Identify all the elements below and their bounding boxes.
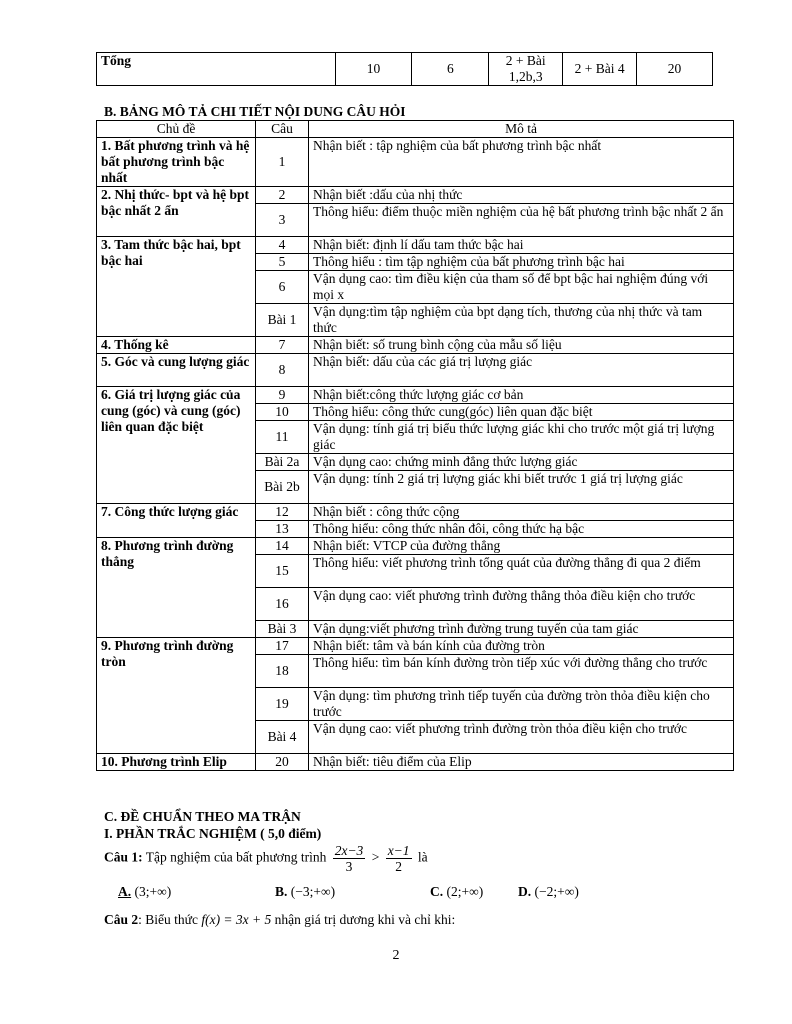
description-cell: Nhận biết: tâm và bán kính của đường tròn (309, 638, 734, 655)
page-number: 2 (392, 948, 400, 963)
cau-cell: 3 (256, 204, 309, 237)
description-cell: Nhận biết: số trung bình cộng của mẫu số liệu (309, 337, 734, 354)
description-cell: Nhận biết: VTCP của đường thẳng (309, 538, 734, 555)
description-cell: Thông hiểu: công thức cung(góc) liên quan đặc biệt (309, 404, 734, 421)
detail-row (97, 538, 734, 555)
summary-row (97, 53, 713, 86)
cau-cell: 1 (256, 138, 309, 187)
cau-cell: Bài 2b (256, 471, 309, 504)
section-b-title: B. BẢNG MÔ TẢ CHI TIẾT NỘI DUNG CÂU HỎI (104, 104, 406, 119)
cau-cell: 5 (256, 254, 309, 271)
summary-table (96, 52, 713, 86)
fraction-1 (333, 843, 366, 874)
answer-b-value: (−3;+∞) (290, 884, 336, 899)
question-2 (104, 912, 455, 928)
answer-b-letter: B. (275, 884, 288, 899)
cau-cell: 10 (256, 404, 309, 421)
answer-c[interactable] (430, 884, 483, 900)
description-cell: Thông hiểu : tìm tập nghiệm của bất phương trình bậc hai (309, 254, 734, 271)
header-desc: Mô tả (309, 121, 734, 138)
description-cell: Nhận biết : công thức cộng (309, 504, 734, 521)
cau-cell: 20 (256, 754, 309, 771)
section-c (104, 808, 724, 842)
description-cell: Vận dụng: tính 2 giá trị lượng giác khi biết trước 1 giá trị lượng giác (309, 471, 734, 504)
description-cell: Thông hiểu: tìm bán kính đường tròn tiếp xúc với đường thẳng cho trước (309, 655, 734, 688)
question-1-text: Tập nghiệm của bất phương trình (145, 849, 327, 865)
description-cell: Thông hiểu: công thức nhân đôi, công thức hạ bậc (309, 521, 734, 538)
description-cell: Nhận biết:công thức lượng giác cơ bản (309, 387, 734, 404)
topic-cell: 8. Phương trình đường thẳng (97, 538, 256, 638)
description-cell: Nhận biết: tiêu điểm của Elip (309, 754, 734, 771)
answer-d-value: (−2;+∞) (534, 884, 579, 899)
cau-cell: Bài 3 (256, 621, 309, 638)
description-cell: Vận dụng: tính giá trị biểu thức lượng giác khi cho trước một giá trị lượng giác (309, 421, 734, 454)
summary-cell: 2 + Bài 4 (563, 53, 637, 86)
cau-cell: 14 (256, 538, 309, 555)
topic-cell: 1. Bất phương trình và hệ bất phương trình bậc nhất (97, 138, 256, 187)
detail-row (97, 504, 734, 521)
answer-d-letter: D. (518, 884, 532, 899)
cau-cell: 2 (256, 187, 309, 204)
inequality-sign: > (371, 849, 380, 865)
description-cell: Vận dụng:tìm tập nghiệm của bpt dạng tích, thương của nhị thức và tam thức (309, 304, 734, 337)
description-cell: Thông hiểu: điểm thuộc miền nghiệm của hệ bất phương trình bậc nhất 2 ẩn (309, 204, 734, 237)
topic-cell: 2. Nhị thức- bpt và hệ bpt bậc nhất 2 ẩn (97, 187, 256, 237)
description-cell: Thông hiểu: viết phương trình tổng quát của đường thẳng đi qua 2 điểm (309, 555, 734, 588)
topic-cell: 10. Phương trình Elip (97, 754, 256, 771)
cau-cell: 19 (256, 688, 309, 721)
fraction-2 (386, 843, 412, 874)
fraction-1-denominator: 3 (345, 859, 353, 874)
header-cau: Câu (256, 121, 309, 138)
answer-c-value: (2;+∞) (446, 884, 484, 899)
detail-table (96, 120, 734, 771)
question-2-text-before: : Biểu thức (138, 912, 198, 927)
cau-cell: 4 (256, 237, 309, 254)
cau-cell: 18 (256, 655, 309, 688)
description-cell: Nhận biết :dấu của nhị thức (309, 187, 734, 204)
description-cell: Vận dụng cao: tìm điều kiện của tham số để bpt bậc hai nghiệm đúng với mọi x (309, 271, 734, 304)
question-2-expression: f(x) = 3x + 5 (201, 912, 272, 927)
summary-cell: 2 + Bài 1,2b,3 (489, 53, 563, 86)
part1-title: I. PHẦN TRẮC NGHIỆM ( 5,0 điểm) (104, 826, 322, 841)
description-cell: Vận dụng: tìm phương trình tiếp tuyến của đường tròn thỏa điều kiện cho trước (309, 688, 734, 721)
question-1-suffix: là (417, 849, 428, 865)
cau-cell: 17 (256, 638, 309, 655)
cau-cell: 12 (256, 504, 309, 521)
detail-header-row (97, 121, 734, 138)
topic-cell: 9. Phương trình đường tròn (97, 638, 256, 754)
fraction-1-numerator: 2x−3 (334, 843, 364, 858)
cau-cell: Bài 4 (256, 721, 309, 754)
summary-cell: 20 (637, 53, 713, 86)
description-cell: Vận dụng cao: viết phương trình đường thẳng thỏa điều kiện cho trước (309, 588, 734, 621)
detail-row (97, 638, 734, 655)
cau-cell: 6 (256, 271, 309, 304)
topic-cell: 4. Thống kê (97, 337, 256, 354)
question-2-text-after: nhận giá trị dương khi và chỉ khi: (274, 912, 456, 927)
description-cell: Vận dụng:viết phương trình đường trung tuyến của tam giác (309, 621, 734, 638)
answer-c-letter: C. (430, 884, 444, 899)
answer-a-value: (3;+∞) (134, 884, 172, 899)
cau-cell: 8 (256, 354, 309, 387)
detail-row (97, 337, 734, 354)
answer-a-letter: A. (118, 884, 132, 899)
topic-cell: 3. Tam thức bậc hai, bpt bậc hai (97, 237, 256, 337)
answer-d[interactable] (518, 884, 579, 900)
cau-cell: 11 (256, 421, 309, 454)
description-cell: Nhận biết: dấu của các giá trị lượng giác (309, 354, 734, 387)
description-cell: Vận dụng cao: viết phương trình đường tròn thỏa điều kiện cho trước (309, 721, 734, 754)
section-c-title: C. ĐỀ CHUẨN THEO MA TRẬN (104, 809, 301, 824)
fraction-2-denominator: 2 (395, 859, 402, 874)
description-cell: Nhận biết: định lí dấu tam thức bậc hai (309, 237, 734, 254)
detail-row (97, 187, 734, 204)
description-cell: Vận dụng cao: chứng minh đẳng thức lượng giác (309, 454, 734, 471)
answer-a[interactable] (118, 884, 171, 900)
cau-cell: 15 (256, 555, 309, 588)
detail-row (97, 387, 734, 404)
summary-label: Tổng (97, 53, 336, 86)
summary-cell: 6 (412, 53, 489, 86)
header-topic: Chủ đề (97, 121, 256, 138)
cau-cell: 7 (256, 337, 309, 354)
cau-cell: Bài 2a (256, 454, 309, 471)
detail-row (97, 138, 734, 187)
answer-b[interactable] (275, 884, 335, 900)
detail-row (97, 354, 734, 387)
fraction-2-numerator: x−1 (387, 843, 410, 858)
cau-cell: 9 (256, 387, 309, 404)
cau-cell: Bài 1 (256, 304, 309, 337)
cau-cell: 16 (256, 588, 309, 621)
detail-row (97, 754, 734, 771)
question-2-label: Câu 2 (104, 912, 139, 927)
detail-row (97, 237, 734, 254)
question-1 (104, 843, 428, 874)
topic-cell: 7. Công thức lượng giác (97, 504, 256, 538)
topic-cell: 5. Góc và cung lượng giác (97, 354, 256, 387)
summary-cell: 10 (335, 53, 412, 86)
question-1-label: Câu 1: (104, 849, 143, 865)
topic-cell: 6. Giá trị lượng giác của cung (góc) và cung (góc) liên quan đặc biệt (97, 387, 256, 504)
description-cell: Nhận biết : tập nghiệm của bất phương trình bậc nhất (309, 138, 734, 187)
cau-cell: 13 (256, 521, 309, 538)
